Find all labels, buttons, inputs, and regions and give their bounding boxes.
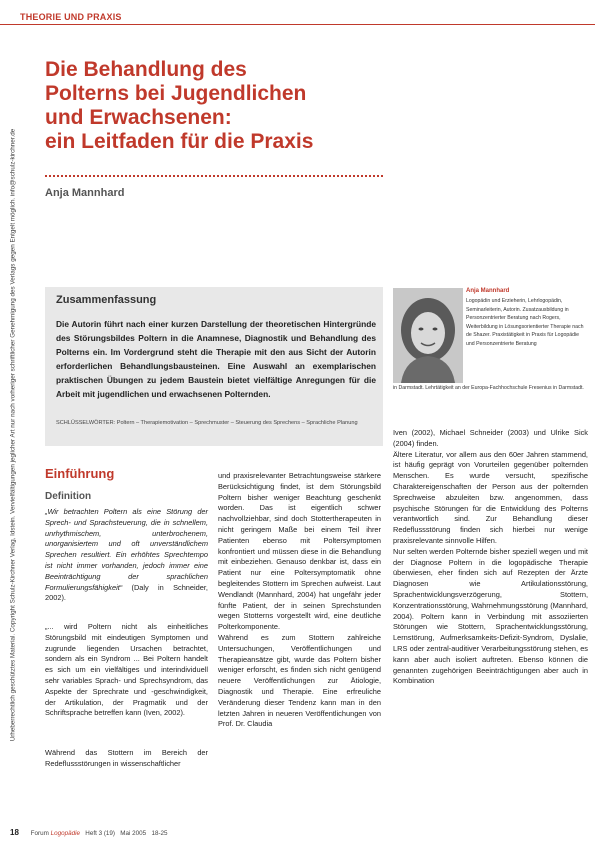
portrait-image (393, 288, 463, 383)
title-divider (45, 175, 383, 177)
definition-quote-2: „... wird Poltern nicht als einheitliches Störungsbild mit eindeutigen Symptomen und zugrunde liegenden Ursachen betrachtet, sondern als ein Syndrom ... Bei Poltern handelt es sich um ein vielfältiges und interindividuell sehr variables Sprach- und Sprechsyndrom, das Aspekte der Sprechrate und -geschwindigkeit, der Artikulation, der Pragmatik und der Schriftsprache betreffen kann (Iven, 2002). (45, 622, 208, 718)
page-footer (10, 828, 168, 837)
bio-text-continued: in Darmstadt. Lehrtätigkeit an der Europa-Fachhochschule Fresenius in Darmstadt. (393, 385, 584, 391)
journal-name: Logopädie (50, 830, 81, 837)
author-name: Anja Mannhard (45, 187, 125, 199)
title-line: ein Leitfaden für die Praxis (45, 130, 314, 153)
keywords: SCHLÜSSELWÖRTER: Poltern – Therapiemotivation – Sprechmuster – Steuerung des Sprechens – Sprachliche Planung (56, 420, 358, 426)
body-paragraph: Nur selten werden Polternde bisher speziell wegen und mit der Diagnose Poltern in die logopädische Therapie überwiesen, eher finden sich auf Rezepten der Ärzte Diagnosen wie Artikulationsstörung, Sprachentwicklungsverzögerung, Stottern, Konzentrationsstörung, Wahrnehmungsstörung (Mannhard, 2004). Poltern kann in Verbindung mit assoziierten Störungen wie Stottern, Sprachentwicklungsstörung, Lernstörung, Aufmerksamkeits-Defizit-Syndrom, Dyslalie, LRS oder zentral-auditiver Verarbeitungsstörung stehen, es kann aber auch isoliert auftreten. Ebenso können die genannten zugehörigen Beeinträchtigungen aber auch in Kombination (393, 546, 588, 686)
bio-text: Logopädin und Erzieherin, Lehrlogopädin, Seminarleiterin, Autorin. Zusatzausbildung in Personzentrierter Beratung nach Rogers, Weiterbildung in Lösungsorientierter Therapie nach de Shazer. Praxistätigkeit in Praxis für Logopädie und Personzentrierte Beratung (466, 298, 584, 347)
page-number: 18 (10, 828, 19, 837)
definition-quote-1 (45, 507, 208, 604)
quote-text: „Wir betrachten Poltern als eine Störung der Sprech- und Sprachsteuerung, die in schnellem, unrhythmischem, unterbrochenem, unorganisiertem und oft unverständlichem Sprechen resultiert. Ein erhöhtes Sprechtempo ist nicht immer vorhanden, jedoch immer eine Beeinträchtigung der sprachlichen Formulierungsfähigkeit“ (45, 507, 208, 592)
subsection-heading: Definition (45, 491, 92, 502)
abstract-text: Die Autorin führt nach einer kurzen Darstellung der theoretischen Hintergründe des Störungsbildes Poltern in die Anamnese, Diagnostik und Behandlung des Polterns ein. Im Vordergrund steht die Therapie mit den aus Sicht der Autorin erforderlichen Behandlungsbausteinen. Eine Auswahl an exemplarischen praktischen Übungen zu jedem Baustein bietet vielfältige Anregungen für die Arbeit mit jugendlichen und erwachsenen Polternden. (56, 319, 376, 399)
section-label: THEORIE UND PRAXIS (20, 12, 122, 22)
text-column-3 (393, 428, 588, 687)
title-line: und Erwachsenen: (45, 106, 232, 129)
body-paragraph: Während es zum Stottern zahlreiche Untersuchungen, Veröffentlichungen und Therapieansätze gibt, wurde das Poltern bisher weniger erforscht, es finden sich nicht genügend neuere Veröffentlichungen zur Ätiologie, Diagnostik und Therapie. Eine erfreuliche Veränderung dieser Tendenz kann man in den letzten Jahren in neueren Veröffentlichungen von Prof. Dr. Claudia (218, 632, 381, 729)
body-paragraph: und praxisrelevanter Betrachtungsweise stärkere Berücksichtigung findet, ist dem Störungsbild Poltern bisher weniger Beachtung geschenkt worden. Das ist eigentlich schwer nachvollziehbar, sind doch Stottertherapeuten in nicht geringem Maße bei einem Teil ihrer Patienten ebenso mit Poltersymptomen konfrontiert und müssen diese in die Behandlung mit einbeziehen. Genauso denkbar ist, dass ein Patient nur eine Poltersymptomatik ohne begleitendes Stottern im Sprechen aufweist. Laut Wendlandt (Mannhard, 2004) hat ungefähr jeder fünfte Patient, der in seinen Sprechstunden wegen Stotterns vorgestellt wird, eine deutliche Polterkomponente. (218, 471, 381, 632)
title-line: Die Behandlung des (45, 58, 247, 81)
article-title (45, 58, 425, 154)
page-range: 18-25 (151, 830, 168, 837)
body-paragraph: Iven (2002), Michael Schneider (2003) und Ulrike Sick (2004) finden. (393, 428, 588, 448)
date: Mai 2005 (120, 830, 147, 837)
title-line: Polterns bei Jugendlichen (45, 82, 307, 105)
copyright-notice-text: Urheberrechtlich geschütztes Material. Copyright Schulz-Kirchner Verlag, Idstein. Vervielfältigungen jeglicher Art nur nach vorheriger schriftlicher Genehmigung des Verlags gegen Entgelt möglich. info@schulz-kirchner.de (9, 128, 17, 742)
text-column-2 (218, 471, 381, 730)
quote-citation: (Daly in Schneider, 2002). (45, 582, 208, 603)
abstract-heading: Zusammenfassung (56, 294, 157, 306)
body-paragraph: Ältere Literatur, vor allem aus den 60er Jahren stammend, ist häufig geprägt von Vorurteilen gegenüber polternden Menschen. Es wurde versucht, spezifische Charaktereigenschaften der Person aus der polternden Sprechweise abzuleiten bzw. angenommen, dass psychische Störungen für die Entwicklung des Polterns verantwortlich sind. Zur Behandlung dieser Redeflussstörung finden sich hierbei nur wenige praxisrelevante sinnvolle Hilfen. (393, 449, 588, 545)
section-heading: Einführung (45, 466, 115, 481)
journal-prefix: Forum (30, 830, 49, 837)
issue: Heft 3 (19) (85, 830, 116, 837)
bio-name: Anja Mannhard (466, 288, 510, 294)
header-rule (0, 24, 595, 25)
copyright-notice (4, 40, 22, 830)
author-photo (393, 288, 463, 383)
body-paragraph: Während das Stottern im Bereich der Redeflussstörungen in wissenschaftlicher (45, 748, 208, 768)
